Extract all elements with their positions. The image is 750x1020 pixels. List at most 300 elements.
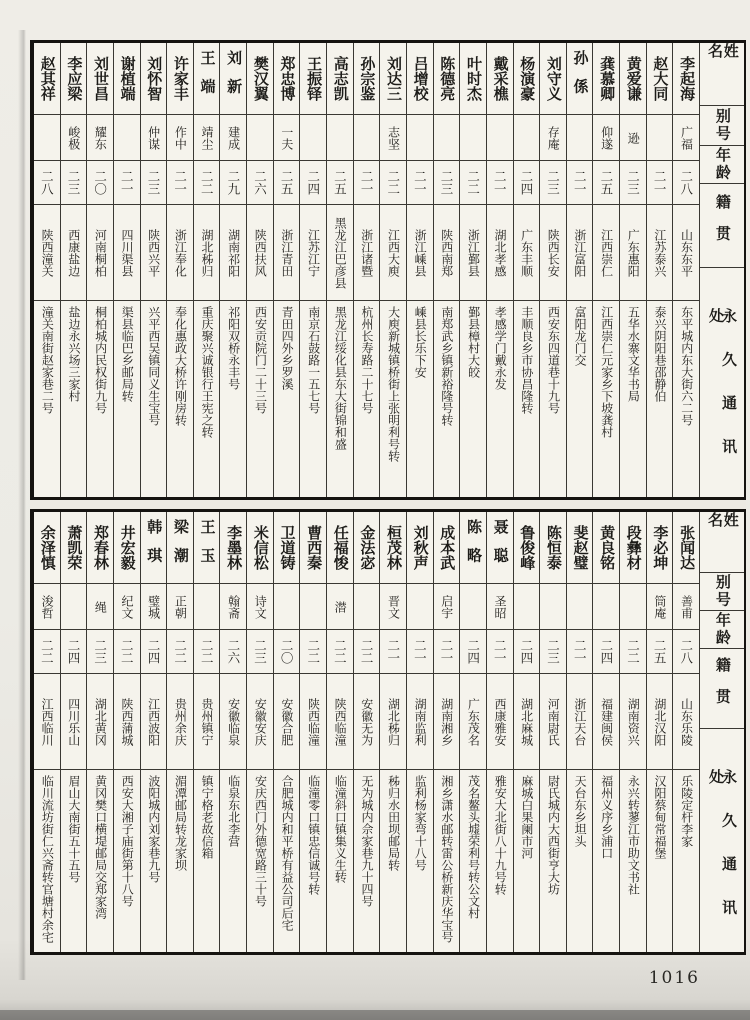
native-cell: 江苏江宁 (300, 205, 326, 301)
age-cell: 二八 (673, 630, 699, 674)
name-cell: 王振铎 (300, 43, 326, 115)
age-cell: 二一 (487, 161, 513, 205)
native-cell: 陕西临潼 (327, 674, 353, 770)
person-column (646, 43, 673, 497)
alias-cell: 志坚 (380, 115, 406, 161)
age-cell: 二四 (514, 161, 540, 205)
name-cell: 刘守义 (540, 43, 566, 115)
directory-table-top-half (30, 40, 746, 500)
address-cell: 西安大湘子庙街第十八号 (120, 775, 135, 907)
age-cell: 二九 (220, 161, 246, 205)
address-cell: 孝感学门戴永发 (493, 306, 508, 390)
age-cell: 二二 (194, 161, 220, 205)
alias-cell: 晋文 (380, 584, 406, 630)
address-cell: 鄞县樟村大皎 (466, 306, 481, 378)
alias-cell: 圣昭 (487, 584, 513, 630)
native-header: 籍贯 (700, 649, 744, 730)
name-cell: 王端 (194, 43, 220, 115)
native-cell: 四川乐山 (61, 674, 87, 770)
name-cell: 金法宓 (354, 512, 380, 584)
address-cell: 麻城白果阑市河 (519, 775, 534, 859)
person-column (299, 512, 326, 952)
person-column (326, 512, 353, 952)
alias-cell (407, 115, 433, 161)
name-cell: 樊汉翼 (247, 43, 273, 115)
native-cell: 西康盐边 (61, 205, 87, 301)
name-cell: 陈恒泰 (540, 512, 566, 584)
alias-cell (487, 115, 513, 161)
address-cell: 祁阳双桥永丰号 (226, 306, 241, 390)
address-cell: 雅安大北街八十九号转 (493, 775, 508, 895)
native-cell: 黑龙江巴彦县 (327, 205, 353, 301)
native-cell: 安徽合肥 (274, 674, 300, 770)
address-cell: 黑龙江绥化县东大街锦和盛 (333, 306, 348, 450)
address-cell: 福州义序乡浦口 (599, 775, 614, 859)
address-cell: 渠县临巴乡邮局转 (120, 306, 135, 402)
person-column (273, 43, 300, 497)
address-cell: 天台东乡坦头 (573, 775, 588, 847)
address-cell: 茂名鳌头墟荣利号转公文村 (466, 775, 481, 919)
address-cell: 湘乡潇水邮转雷公桥新庆华宝号 (439, 775, 454, 943)
alias-cell (354, 115, 380, 161)
person-column (140, 512, 167, 952)
address-cell: 青田四外乡罗溪 (280, 306, 295, 390)
native-cell: 山东东平 (673, 205, 699, 301)
name-cell: 斐赵璧 (567, 512, 593, 584)
row-headers-column (699, 43, 744, 497)
person-column (140, 43, 167, 497)
address-cell: 安庆西门外德宽路三十号 (253, 775, 268, 907)
age-cell: 二四 (61, 630, 87, 674)
age-cell: 二五 (647, 630, 673, 674)
name-cell: 黄良铭 (593, 512, 619, 584)
native-cell: 广东丰顺 (514, 205, 540, 301)
person-column (672, 43, 699, 497)
name-cell: 桓茂林 (380, 512, 406, 584)
person-column (166, 512, 193, 952)
alias-cell (34, 115, 60, 161)
name-cell: 陈德亮 (434, 43, 460, 115)
native-cell: 陕西临潼 (300, 674, 326, 770)
person-column (193, 512, 220, 952)
native-cell: 陕西长安 (540, 205, 566, 301)
native-cell: 广东惠阳 (620, 205, 646, 301)
page-number: 1016 (648, 968, 700, 988)
native-cell: 山东乐陵 (673, 674, 699, 770)
age-cell: 二八 (34, 161, 60, 205)
native-cell: 陕西兴平 (141, 205, 167, 301)
age-cell: 二三 (540, 630, 566, 674)
age-cell: 二二 (34, 630, 60, 674)
native-cell: 浙江青田 (274, 205, 300, 301)
alias-header: 别号 (700, 106, 744, 146)
address-cell: 南郑武乡镇新裕隆号转 (439, 306, 454, 426)
age-cell: 二四 (593, 630, 619, 674)
alias-cell: 善甫 (673, 584, 699, 630)
age-cell: 二二 (114, 630, 140, 674)
age-cell: 二三 (61, 161, 87, 205)
alias-cell: 建成 (220, 115, 246, 161)
alias-cell (567, 584, 593, 630)
alias-cell (274, 584, 300, 630)
address-cell: 临潼斜口镇集义生转 (333, 775, 348, 883)
address-cell: 西安东四道巷十九号 (546, 306, 561, 414)
name-cell: 刘怀智 (141, 43, 167, 115)
alias-cell (354, 584, 380, 630)
address-cell: 尉氏城内大西街亨大坊 (546, 775, 561, 895)
name-cell: 刘秋声 (407, 512, 433, 584)
age-cell: 二三 (620, 161, 646, 205)
address-cell: 汉阳蔡甸常福堡 (653, 775, 668, 859)
address-cell: 眉山大南街五十五号 (66, 775, 81, 883)
native-cell: 湖北秭归 (380, 674, 406, 770)
address-cell: 镇宁格老故信箱 (200, 775, 215, 859)
native-cell: 安徽临泉 (220, 674, 246, 770)
alias-cell (593, 584, 619, 630)
native-cell: 浙江富阳 (567, 205, 593, 301)
person-column (646, 512, 673, 952)
native-cell: 河南尉氏 (540, 674, 566, 770)
alias-cell: 正朝 (167, 584, 193, 630)
person-column (566, 43, 593, 497)
native-cell: 浙江奉化 (167, 205, 193, 301)
native-cell: 安徽无为 (354, 674, 380, 770)
person-column (406, 512, 433, 952)
age-cell: 二二 (327, 630, 353, 674)
address-cell: 重庆聚兴诚银行王宪之转 (200, 306, 215, 438)
address-cell: 合肥城内和平桥有益公司后宅 (280, 775, 295, 931)
age-cell: 二四 (460, 630, 486, 674)
native-cell: 湖南监利 (407, 674, 433, 770)
name-cell: 段彝材 (620, 512, 646, 584)
alias-cell (434, 115, 460, 161)
address-cell: 江西崇仁元家乡下坡龚村 (599, 306, 614, 438)
native-cell: 浙江天台 (567, 674, 593, 770)
name-cell: 李必坤 (647, 512, 673, 584)
person-column (513, 512, 540, 952)
age-cell: 二三 (434, 161, 460, 205)
person-column (566, 512, 593, 952)
person-column (219, 512, 246, 952)
native-cell: 贵州余庆 (167, 674, 193, 770)
age-cell: 二六 (220, 630, 246, 674)
address-cell: 盐边永兴场三家村 (66, 306, 81, 402)
alias-cell: 仰遂 (593, 115, 619, 161)
age-cell: 二四 (300, 161, 326, 205)
person-column (86, 43, 113, 497)
age-cell: 二一 (434, 630, 460, 674)
person-column (353, 512, 380, 952)
native-cell: 陕西蒲城 (114, 674, 140, 770)
directory-table (30, 40, 746, 955)
alias-cell (514, 115, 540, 161)
alias-cell (194, 584, 220, 630)
name-cell: 曹西秦 (300, 512, 326, 584)
name-cell: 萧凯荣 (61, 512, 87, 584)
person-column (539, 43, 566, 497)
native-cell: 湖南湘乡 (434, 674, 460, 770)
address-cell: 泰兴阴阳巷邵静伯 (653, 306, 668, 402)
alias-cell (300, 115, 326, 161)
native-cell: 福建闽侯 (593, 674, 619, 770)
row-headers-column (699, 512, 744, 952)
native-cell: 浙江诸暨 (354, 205, 380, 301)
name-cell: 刘新 (220, 43, 246, 115)
person-column (326, 43, 353, 497)
address-header: 永久通讯处 (707, 307, 738, 482)
alias-cell: 靖尘 (194, 115, 220, 161)
name-cell: 成本武 (434, 512, 460, 584)
name-cell: 任福悛 (327, 512, 353, 584)
age-cell: 二一 (407, 630, 433, 674)
alias-cell (567, 115, 593, 161)
alias-cell: 浚哲 (34, 584, 60, 630)
person-column (246, 512, 273, 952)
alias-cell: 纪文 (114, 584, 140, 630)
person-column (246, 43, 273, 497)
alias-cell: 筒庵 (647, 584, 673, 630)
native-cell: 陕西潼关 (34, 205, 60, 301)
native-cell: 河南桐柏 (87, 205, 113, 301)
name-cell: 孙係 (567, 43, 593, 115)
native-cell: 湖北秭归 (194, 205, 220, 301)
name-cell: 王玉 (194, 512, 220, 584)
alias-cell (514, 584, 540, 630)
native-cell: 陕西扶风 (247, 205, 273, 301)
name-cell: 龚慕卿 (593, 43, 619, 115)
person-column (379, 512, 406, 952)
name-cell: 黄爱谦 (620, 43, 646, 115)
native-cell: 四川渠县 (114, 205, 140, 301)
age-cell: 二三 (540, 161, 566, 205)
age-cell: 二三 (141, 161, 167, 205)
native-cell: 湖北黄冈 (87, 674, 113, 770)
address-cell: 乐陵定杆李家 (679, 775, 694, 847)
person-column (193, 43, 220, 497)
age-cell: 二一 (647, 161, 673, 205)
alias-cell: 逊 (620, 115, 646, 161)
address-cell: 东平城内东大街六二号 (679, 306, 694, 426)
address-cell: 潼关南街赵家巷二号 (40, 306, 55, 414)
native-cell: 江西崇仁 (593, 205, 619, 301)
person-column (459, 43, 486, 497)
age-cell: 二一 (354, 161, 380, 205)
person-column (113, 43, 140, 497)
name-header: 姓名 (700, 43, 744, 106)
address-cell: 临泉东北李营 (226, 775, 241, 847)
address-cell: 西安贡院门二十三号 (253, 306, 268, 414)
age-cell: 二六 (247, 161, 273, 205)
person-column (486, 43, 513, 497)
person-column (299, 43, 326, 497)
name-cell: 米信松 (247, 512, 273, 584)
native-cell: 西康雅安 (487, 674, 513, 770)
alias-cell: 存庵 (540, 115, 566, 161)
person-column (353, 43, 380, 497)
native-cell: 江西临川 (34, 674, 60, 770)
person-column (672, 512, 699, 952)
name-cell: 孙宗鉴 (354, 43, 380, 115)
age-cell: 二一 (380, 630, 406, 674)
name-cell: 戴采樵 (487, 43, 513, 115)
address-cell: 无为城内佘家巷九十四号 (360, 775, 374, 907)
name-cell: 叶时杰 (460, 43, 486, 115)
alias-cell (114, 115, 140, 161)
age-cell: 二一 (487, 630, 513, 674)
age-cell: 二五 (327, 161, 353, 205)
person-column (379, 43, 406, 497)
native-cell: 湖北汉阳 (647, 674, 673, 770)
alias-cell: 耀东 (87, 115, 113, 161)
age-cell: 二二 (620, 630, 646, 674)
name-cell: 陈略 (460, 512, 486, 584)
age-header: 年龄 (700, 611, 744, 648)
native-cell: 陕西南郑 (434, 205, 460, 301)
native-cell: 江西大庾 (380, 205, 406, 301)
name-cell: 卫道铸 (274, 512, 300, 584)
age-cell: 二三 (87, 630, 113, 674)
native-header: 籍贯 (700, 184, 744, 268)
alias-cell: 作中 (167, 115, 193, 161)
person-column (113, 512, 140, 952)
native-cell: 广东茂名 (460, 674, 486, 770)
person-column (34, 43, 60, 497)
age-cell: 二一 (167, 161, 193, 205)
alias-cell (647, 115, 673, 161)
alias-cell (540, 584, 566, 630)
name-cell: 杨演豪 (514, 43, 540, 115)
alias-cell (247, 115, 273, 161)
name-cell: 郑忠博 (274, 43, 300, 115)
name-cell: 刘世昌 (87, 43, 113, 115)
address-cell: 奉化惠政大桥许刚房转 (173, 306, 188, 426)
alias-cell (460, 584, 486, 630)
address-cell: 嵊县长乐下安 (413, 306, 428, 378)
person-column (513, 43, 540, 497)
name-cell: 梁潮 (167, 512, 193, 584)
age-cell: 二五 (593, 161, 619, 205)
table-halves-divider (30, 500, 746, 509)
alias-cell (327, 115, 353, 161)
age-cell: 二一 (407, 161, 433, 205)
address-cell: 监利杨家弯十八号 (413, 775, 428, 871)
native-cell: 湖北麻城 (514, 674, 540, 770)
name-cell: 刘达三 (380, 43, 406, 115)
native-cell: 安徽安庆 (247, 674, 273, 770)
native-cell: 江西波阳 (141, 674, 167, 770)
alias-cell: 峻极 (61, 115, 87, 161)
alias-cell: 广福 (673, 115, 699, 161)
native-cell: 贵州镇宁 (194, 674, 220, 770)
alias-cell (61, 584, 87, 630)
age-cell: 二二 (460, 161, 486, 205)
native-cell: 湖南祁阳 (220, 205, 246, 301)
address-cell: 大庾新城镇桥街上张明利号转 (386, 306, 401, 462)
scan-shadow-bottom (0, 1010, 750, 1020)
address-cell: 秭归水田坝邮局转 (386, 775, 401, 871)
address-cell: 杭州长寿路二十七号 (360, 306, 374, 414)
address-cell: 黄冈樊口横堤邮局交郑家湾 (93, 775, 108, 919)
native-cell: 湖北孝感 (487, 205, 513, 301)
person-column (60, 512, 87, 952)
age-cell: 二二 (354, 630, 380, 674)
address-cell: 富阳龙门交 (573, 306, 588, 366)
name-cell: 鲁俊峰 (514, 512, 540, 584)
alias-cell: 仲谋 (141, 115, 167, 161)
name-header: 姓名 (700, 512, 744, 573)
address-cell: 南京石鼓路一五七号 (306, 306, 321, 414)
directory-table-bottom-half (30, 509, 746, 955)
name-cell: 赵大同 (647, 43, 673, 115)
person-column (273, 512, 300, 952)
person-column (486, 512, 513, 952)
name-cell: 张闻达 (673, 512, 699, 584)
name-cell: 聂聪 (487, 512, 513, 584)
age-cell: 二四 (141, 630, 167, 674)
name-cell: 赵其祥 (34, 43, 60, 115)
alias-cell: 潜 (327, 584, 353, 630)
address-cell: 临川流坊街仁兴斋转官塘村余宅 (40, 775, 55, 943)
address-cell: 临潼零口镇忠信诚号转 (306, 775, 321, 895)
alias-cell (300, 584, 326, 630)
person-column (406, 43, 433, 497)
age-header: 年龄 (700, 146, 744, 184)
person-column (433, 43, 460, 497)
age-cell: 二二 (194, 630, 220, 674)
address-cell: 桐柏城内民权街九号 (93, 306, 108, 414)
person-column (539, 512, 566, 952)
name-cell: 高志凯 (327, 43, 353, 115)
age-cell: 二〇 (274, 630, 300, 674)
name-cell: 余泽慎 (34, 512, 60, 584)
person-column (592, 43, 619, 497)
person-column (219, 43, 246, 497)
age-cell: 二二 (380, 161, 406, 205)
native-cell: 湖南资兴 (620, 674, 646, 770)
person-column (60, 43, 87, 497)
person-column (34, 512, 60, 952)
name-cell: 李应梁 (61, 43, 87, 115)
alias-cell (460, 115, 486, 161)
age-cell: 二四 (514, 630, 540, 674)
age-cell: 二八 (673, 161, 699, 205)
alias-cell: 诗文 (247, 584, 273, 630)
person-column (459, 512, 486, 952)
name-cell: 谢植端 (114, 43, 140, 115)
alias-cell: 绳 (87, 584, 113, 630)
age-cell: 二〇 (87, 161, 113, 205)
address-cell: 丰顺良乡市协昌隆转 (519, 306, 534, 414)
age-cell: 二二 (167, 630, 193, 674)
alias-cell: 启宇 (434, 584, 460, 630)
native-cell: 浙江鄞县 (460, 205, 486, 301)
name-cell: 韩琪 (141, 512, 167, 584)
address-cell: 五华水寨文华书局 (626, 306, 641, 402)
native-cell: 江苏泰兴 (647, 205, 673, 301)
person-column (592, 512, 619, 952)
name-cell: 许家丰 (167, 43, 193, 115)
person-column (619, 43, 646, 497)
age-cell: 二一 (567, 630, 593, 674)
alias-cell: 璧城 (141, 584, 167, 630)
alias-header: 别号 (700, 573, 744, 612)
alias-cell (620, 584, 646, 630)
address-cell: 湄潭邮局转龙家坝 (173, 775, 188, 871)
address-header: 永久通讯处 (707, 769, 738, 944)
person-column (619, 512, 646, 952)
name-cell: 李起海 (673, 43, 699, 115)
alias-cell (407, 584, 433, 630)
